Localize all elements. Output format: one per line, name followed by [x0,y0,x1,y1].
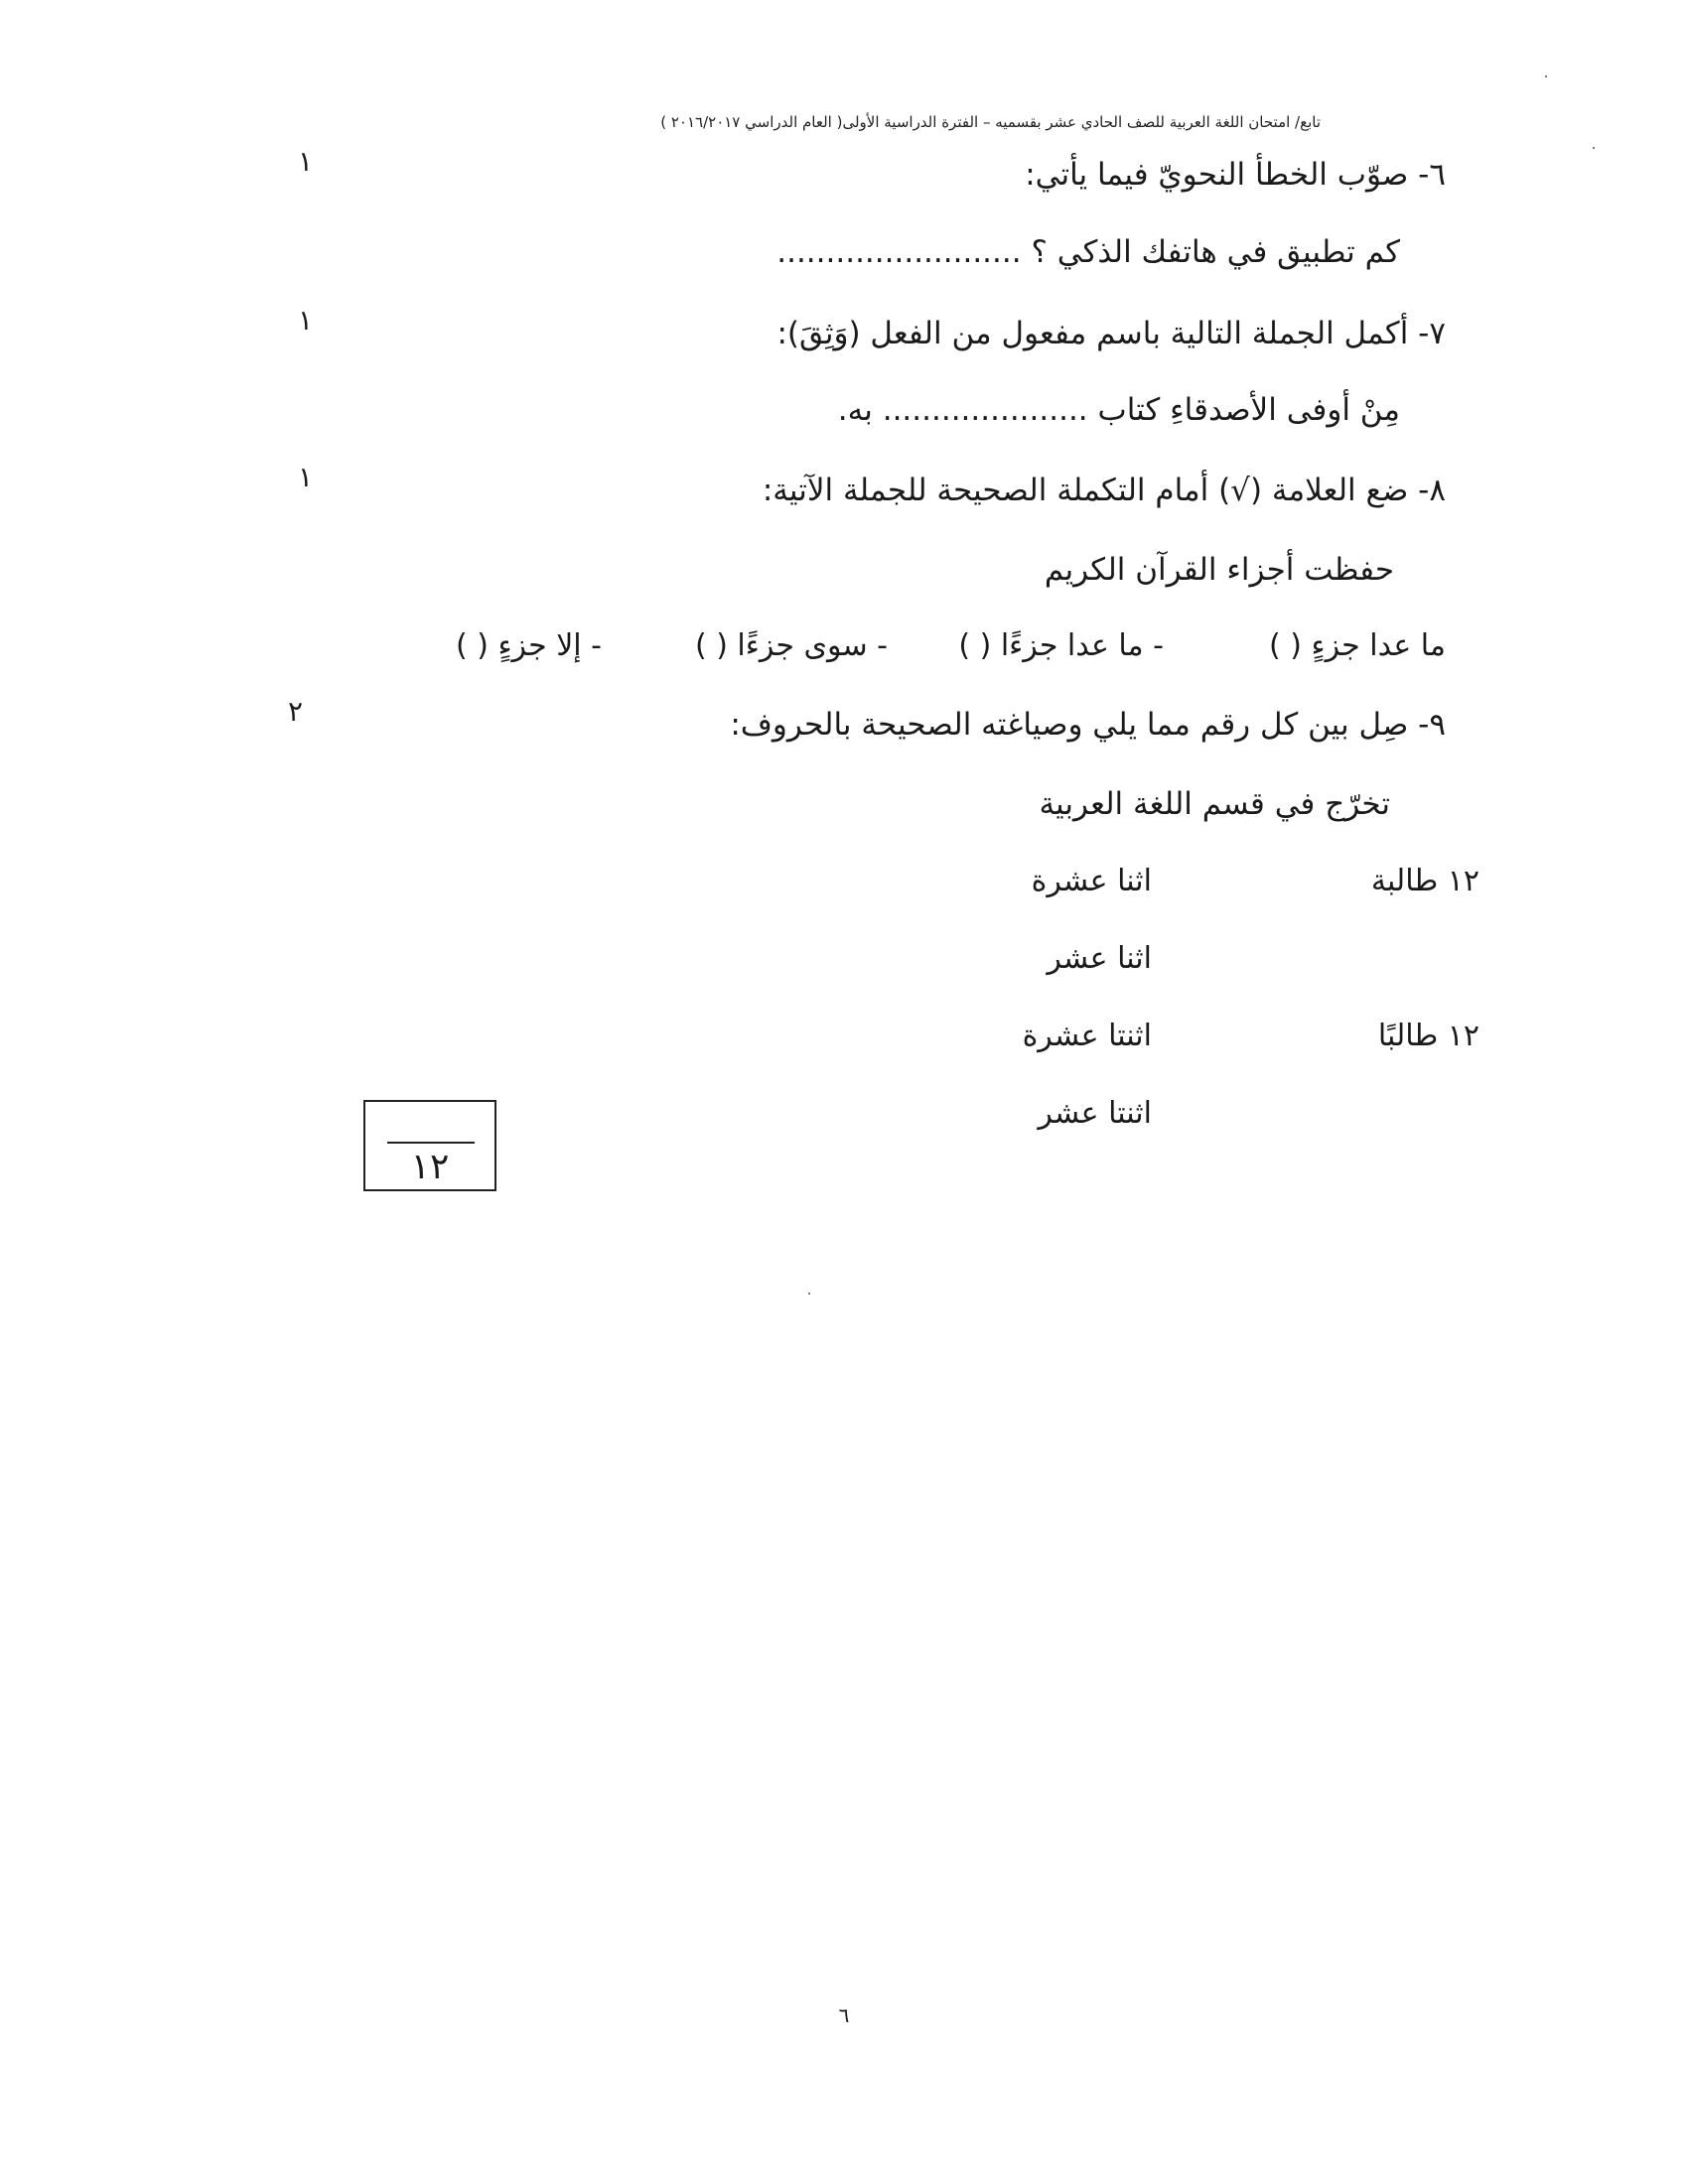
page-number: ٦ [838,2003,850,2027]
q7-sentence: مِنْ أوفى الأصدقاءِ كتاب ..................... به. [837,392,1400,428]
scan-speck [1593,147,1595,149]
q8-option-1: ما عدا جزءٍ ( ) [1269,628,1446,663]
q8-option-4: - إلا جزءٍ ( ) [455,628,602,663]
q8-option-2: - ما عدا جزءًا ( ) [958,628,1164,663]
q9-word-item-4: اثنتا عشر [1038,1096,1152,1131]
q8-prompt: ٨- ضع العلامة (√) أمام التكملة الصحيحة للجملة الآتية: [762,473,1446,508]
q9-number-item-1: ١٢ طالبة [1370,864,1479,898]
q8-sentence: حفظت أجزاء القرآن الكريم [1044,552,1394,588]
q9-prompt: ٩- صِل بين كل رقم مما يلي وصياغته الصحيحة بالحروف: [730,707,1446,743]
q9-sentence: تخرّج في قسم اللغة العربية [1039,786,1390,822]
score-fraction-line [387,1142,475,1144]
q6-sentence: كم تطبيق في هاتفك الذكي ؟ ......................... [776,234,1400,270]
q9-number-item-2: ١٢ طالبًا [1377,1019,1479,1053]
score-box [363,1100,496,1191]
exam-header: تابع/ امتحان اللغة العربية للصف الحادي عشر بقسميه – الفترة الدراسية الأولى( العام الدراسي ٢٠١٦/٢٠١٧ ) [660,113,1321,131]
q8-option-3: - سوى جزءًا ( ) [694,628,888,663]
q7-mark: ١ [298,304,314,337]
q9-mark: ٢ [288,695,304,728]
q7-prompt: ٧- أكمل الجملة التالية باسم مفعول من الفعل (وَثِقَ): [776,316,1446,351]
q9-word-item-3: اثنتا عشرة [1022,1019,1152,1053]
q8-mark: ١ [298,461,314,493]
q9-word-item-1: اثنا عشرة [1031,864,1152,898]
q6-mark: ١ [298,145,314,178]
score-value: ١٢ [410,1147,450,1187]
q6-prompt: ٦- صوّب الخطأ النحويّ فيما يأتي: [1025,157,1446,193]
scan-speck [1545,75,1547,77]
q9-word-item-2: اثنا عشر [1047,941,1152,976]
scan-speck [808,1293,810,1295]
